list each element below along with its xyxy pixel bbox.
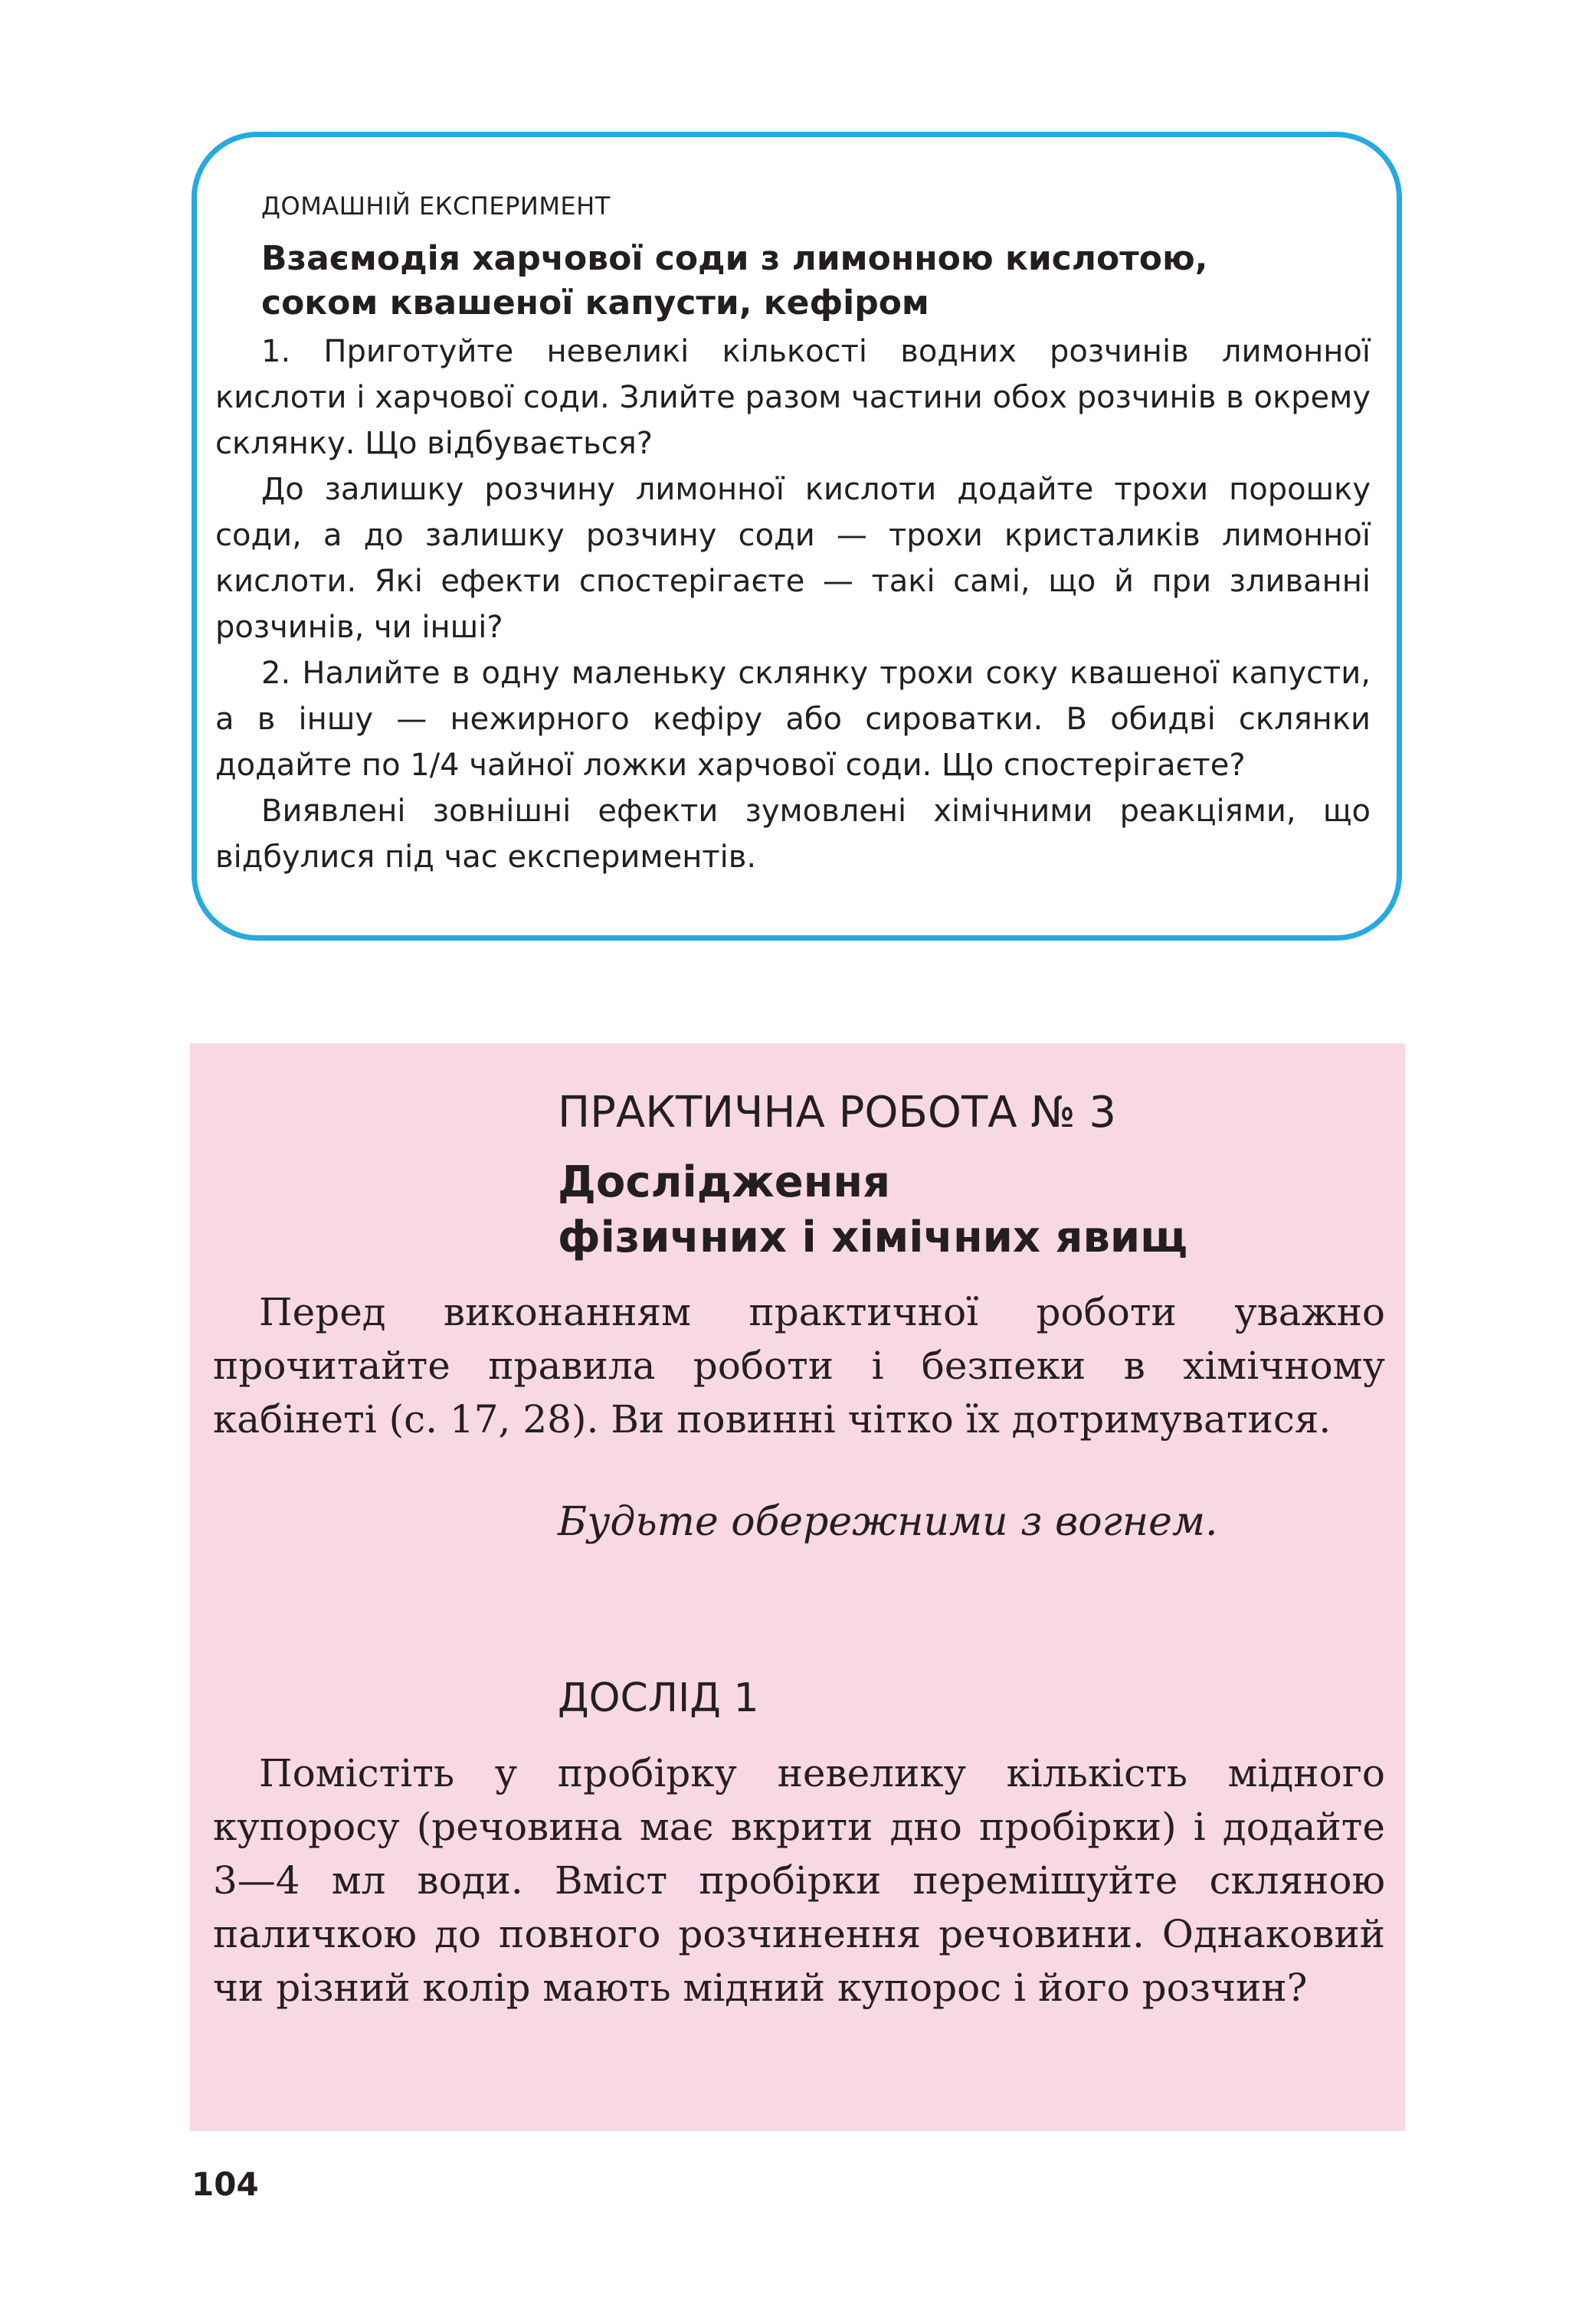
home-experiment-title-line2: соком квашеної капусти, кефіром: [261, 283, 929, 322]
practical-work-panel: [190, 1043, 1405, 2131]
practical-work-label: ПРАКТИЧНА РОБОТА № 3: [558, 1088, 1116, 1137]
practical-work-intro: Перед виконанням практичної роботи уважно прочитайте правила роботи і безпеки в хімічному кабінеті (с. 17, 28). Ви повинні чітко їх дотримуватися.: [213, 1290, 1385, 1442]
experiment-1-text: Помістіть у пробірку невелику кількість мідного купоросу (речовина має вкрити дно пробірки) і додайте 3—4 мл води. Вміст пробірки перемішуйте скляною паличкою до повного розчинення речовини. Однаковий чи різний колір мають мідний купорос і його розчин?: [213, 1751, 1385, 2010]
page-number: 104: [192, 2165, 259, 2203]
home-experiment-title-line1: Взаємодія харчової соди з лимонною кислотою,: [261, 239, 1208, 278]
home-experiment-paragraph: 1. Приготуйте невеликі кількості водних розчинів лимонної кислоти і харчової соди. Злийте разом частини обох розчинів в окрему склянку. Що відбувається?: [215, 334, 1371, 461]
home-experiment-paragraph: Виявлені зовнішні ефекти зумовлені хімічними реакціями, що відбулися під час експериментів.: [215, 794, 1371, 875]
practical-work-title-line2: фізичних і хімічних явищ: [558, 1213, 1188, 1262]
practical-work-title: [558, 1155, 1187, 1265]
home-experiment-kicker: ДОМАШНІЙ ЕКСПЕРИМЕНТ: [261, 191, 611, 221]
home-experiment-box: [192, 132, 1402, 941]
home-experiment-paragraph: До залишку розчину лимонної кислоти додайте трохи порошку соди, а до залишку розчину соди — трохи кристаликів лимонної кислоти. Які ефекти спостерігаєте — такі самі, що й при зливанні розчинів, чи інші?: [215, 472, 1371, 645]
practical-work-title-line1: Дослідження: [558, 1157, 891, 1207]
home-experiment-title: [261, 237, 1371, 326]
safety-warning: Будьте обережними з вогнем.: [558, 1499, 1218, 1545]
experiment-1-label: ДОСЛІД 1: [558, 1675, 759, 1721]
home-experiment-paragraph: 2. Налийте в одну маленьку склянку трохи соку квашеної капусти, а в іншу — нежирного кефіру або сироватки. В обидві склянки додайте по 1/4 чайної ложки харчової соди. Що спостерігаєте?: [215, 656, 1371, 783]
